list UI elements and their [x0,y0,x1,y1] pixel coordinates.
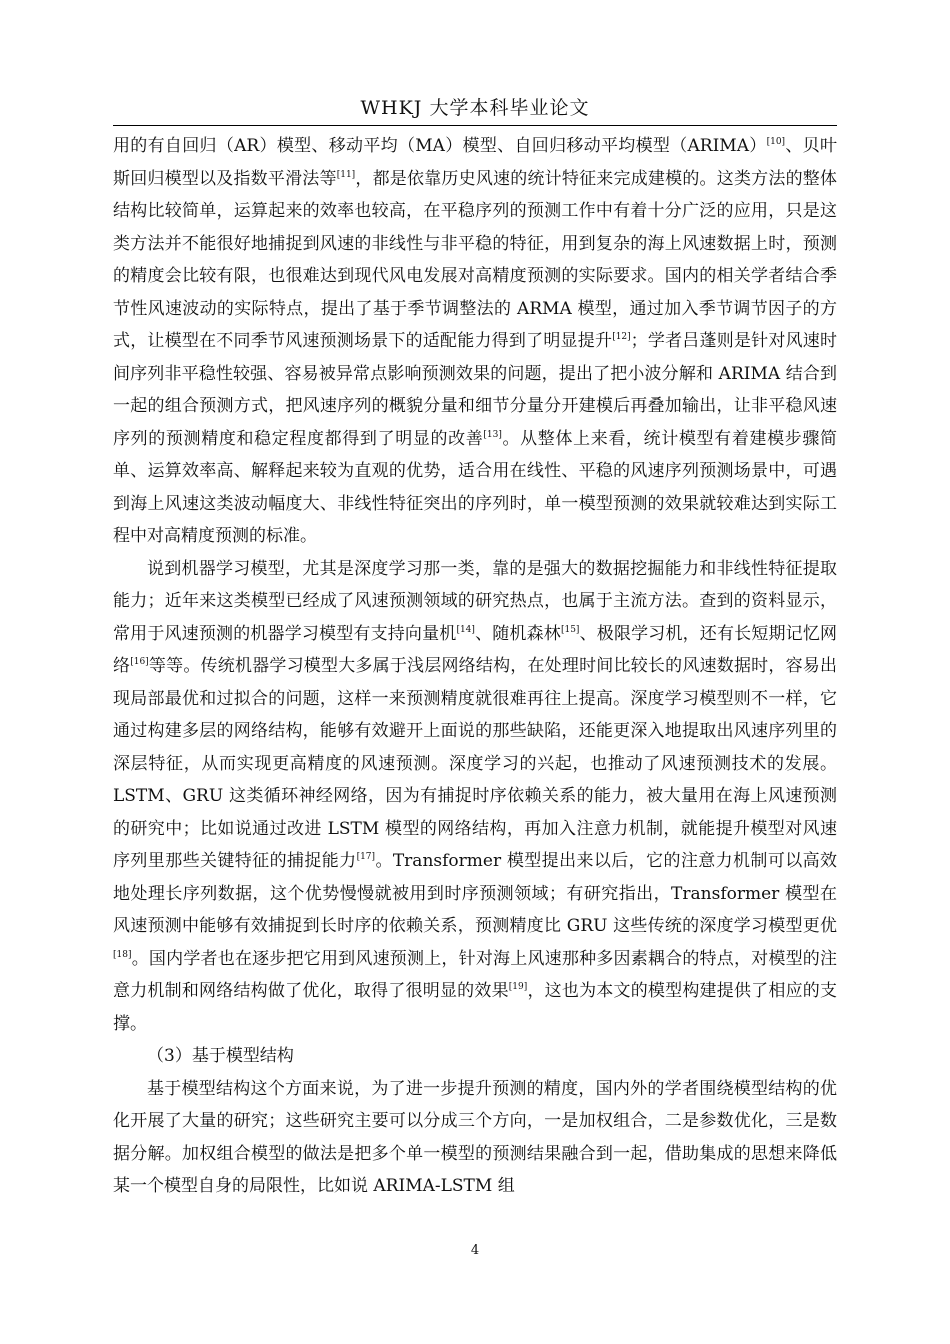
citation: [14] [456,624,475,635]
paragraph-model-structure [113,1073,837,1203]
citation: [18] [113,949,132,960]
citation: [17] [356,852,376,862]
text-span: ，这也为本文的模型构建提供了相应的支撑。 [113,981,838,1034]
text-span: 等等。传统机器学习模型大多属于浅层网络结构，在处理时间比较长的风速数据时，容易出现局部最优和过拟合的问题，这样一来预测精度就很难再往上提高。深度学习模型则不一样，它通过构建多层的网络结构，能够有效避开上面说的那些缺陷，还能更深入地提取出风速序列里的深层特征，从而实现更高精度的风速预测。深度学习的兴起，也推动了风速预测技术的发展。LSTM、GRU 这类循环神经网络，因为有捕捉时序依赖关系的能力，被大量用在海上风速预测的研究中；比如说通过改进 LSTM 模型的网络结构，再加入注意力机制，就能提升模型对风速序列里那些关键特征的捕捉能力 [113,656,838,871]
text-span: ；学者吕蓬则是针对风速时间序列非平稳性较强、容易被异常点影响预测效果的问题，提出了把小波分解和 ARIMA 结合到一起的组合预测方式，把风速序列的概貌分量和细节分量分开建模后再叠加输出，让非平稳风速序列的预测精度和稳定程度都得到了明显的改善 [113,331,838,449]
paragraph-statistical-models [113,130,837,553]
page-number: 4 [470,1243,480,1258]
text-span: 、随机森林 [474,623,561,644]
citation: [19] [508,982,528,992]
citation: [13] [483,429,502,440]
text-span: 。从整体上来看，统计模型有着建模步骤简单、运算效率高、解释起来较为直观的优势，适合用在线性、平稳的风速序列预测场景中，可遇到海上风速这类波动幅度大、非线性特征突出的序列时，单一模型预测的效果就较难达到实际工程中对高精度预测的标准。 [113,428,838,546]
body-text [113,130,837,1203]
paragraph-machine-learning [113,553,837,1041]
citation: [15] [560,624,580,635]
text-span: ，都是依靠历史风速的统计特征来完成建模的。这类方法的整体结构比较简单，运算起来的效率也较高，在平稳序列的预测工作中有着十分广泛的应用，只是这类方法并不能很好地捕捉到风速的非线性与非平稳的特征，用到复杂的海上风速数据上时，预测的精度会比较有限，也很难达到现代风电发展对高精度预测的实际要求。国内的相关学者结合季节性风速波动的实际特点，提出了基于季节调整法的 ARMA 模型，通过加入季节调节因子的方式，让模型在不同季节风速预测场景下的适配能力得到了明显提升 [113,168,838,351]
text-span: 基于模型结构这个方面来说，为了进一步提升预测的精度，国内外的学者围绕模型结构的优化开展了大量的研究；这些研究主要可以分成三个方向，一是加权组合，二是参数优化，三是数据分解。加权组合模型的做法是把多个单一模型的预测结果融合到一起，借助集成的思想来降低某一个模型自身的局限性，比如说 ARIMA-LSTM 组 [113,1078,837,1196]
text-span: 、贝叶斯回归模型以及指数平滑法等 [113,136,837,189]
citation: [10] [766,137,786,147]
section-heading [113,1040,837,1073]
header-rule [113,125,837,126]
text-span: 说到机器学习模型，尤其是深度学习那一类，靠的是强大的数据挖掘能力和非线性特征提取能力；近年来这类模型已经成了风速预测领域的研究热点，也属于主流方法。查到的资料显示，常用于风速预测的机器学习模型有支持向量机 [113,558,837,644]
text-span: 。Transformer 模型提出来以后，它的注意力机制可以高效地处理长序列数据，这个优势慢慢就被用到时序预测领域；有研究指出，Transformer 模型在风速预测中能够有效捕捉到长时序的依赖关系，预测精度比 GRU 这些传统的深度学习模型更优 [113,851,838,936]
citation: [16] [130,657,149,667]
text-span: 、极限学习机，还有长短期记忆网络 [113,623,838,676]
running-header: WHKJ 大学本科毕业论文 [360,97,590,119]
text-span: 。国内学者也在逐步把它用到风速预测上，针对海上风速那种多因素耦合的特点，对模型的注意力机制和网络结构做了优化，取得了很明显的效果 [113,948,837,1001]
citation: [12] [612,332,631,342]
citation: [11] [336,169,356,180]
text-span: 用的有自回归（AR）模型、移动平均（MA）模型、自回归移动平均模型（ARIMA） [113,136,767,156]
heading-text: （3）基于模型结构 [147,1046,294,1066]
